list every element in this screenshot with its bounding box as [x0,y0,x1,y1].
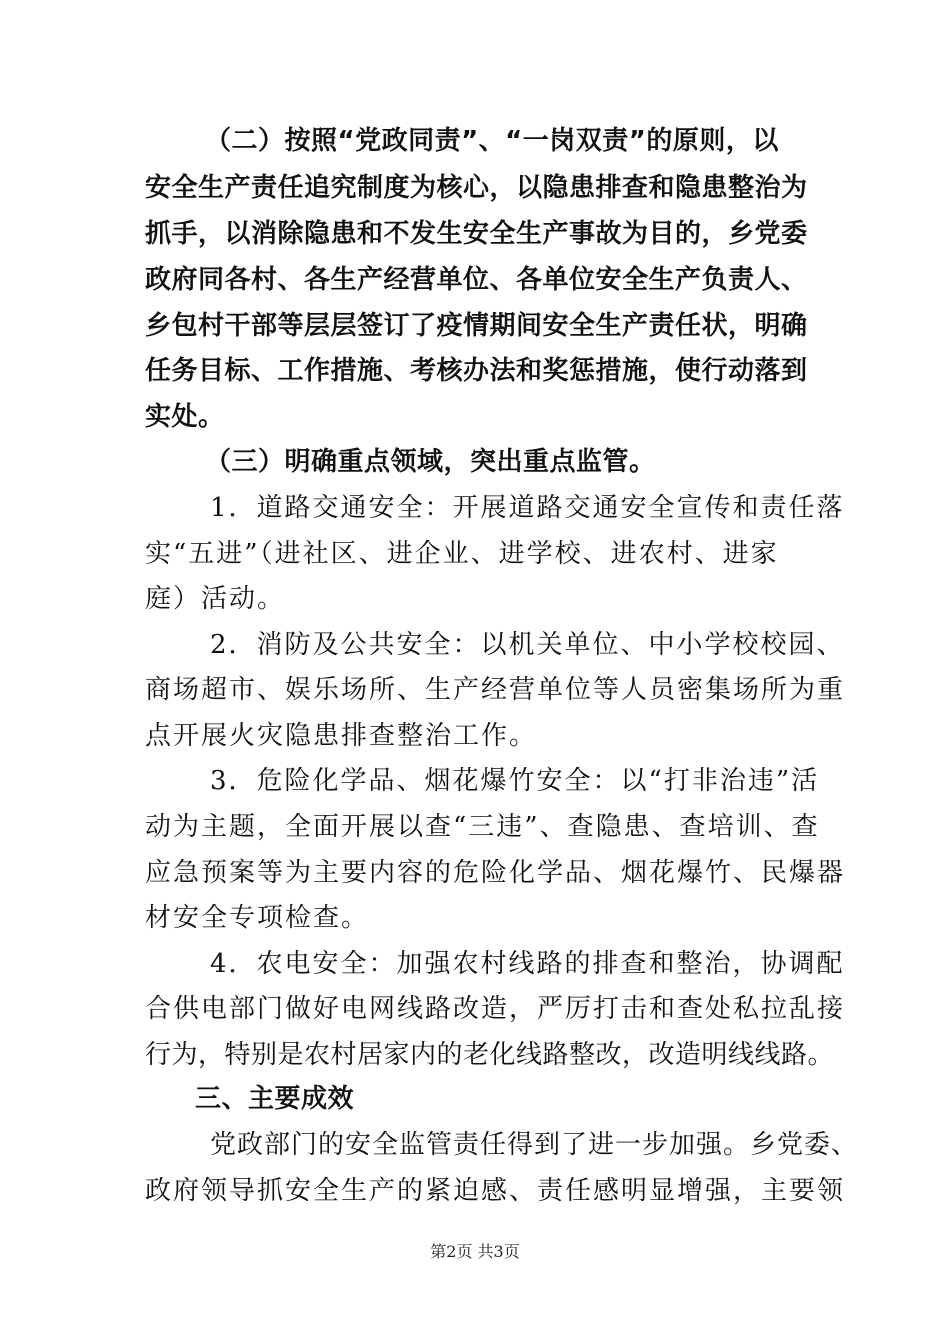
paragraph-line: 合供电部门做好电网线路改造，严厉打击和查处私拉乱接 [145,994,846,1024]
paragraph-line: 行为，特别是农村居家内的老化线路整改，改造明线线路。 [145,1040,835,1070]
paragraph-line: 4．农电安全：加强农村线路的排查和整治，协调配 [210,949,845,979]
paragraph-line: 商场超市、娱乐场所、生产经营单位等人员密集场所为重 [145,675,846,705]
paragraph-line: 实处。 [145,402,225,432]
paragraph-line: 任务目标、工作措施、考核办法和奖惩措施，使行动落到 [145,356,808,386]
paragraph-line: 抓手，以消除隐患和不发生安全生产事故为目的，乡党委 [145,219,808,249]
paragraph-line: 安全生产责任追究制度为核心，以隐患排查和隐患整治为 [145,173,808,203]
paragraph-line: 乡包村干部等层层签订了疫情期间安全生产责任状，明确 [145,311,808,341]
paragraph-line: 党政部门的安全监管责任得到了进一步加强。乡党委、 [210,1130,859,1160]
paragraph-line: 政府同各村、各生产经营单位、各单位安全生产负责人、 [145,265,808,295]
paragraph-line: 应急预案等为主要内容的危险化学品、烟花爆竹、民爆器 [145,858,846,888]
section-heading: （三）明确重点领域，突出重点监管。 [205,447,656,477]
paragraph-line: 1．道路交通安全：开展道路交通安全宣传和责任落 [210,493,845,523]
paragraph-line: （二）按照“党政同责”、“一岗双责”的原则，以 [205,126,779,156]
paragraph-line: 2．消防及公共安全：以机关单位、中小学校校园、 [210,630,845,660]
section-heading: 三、主要成效 [195,1084,355,1114]
paragraph-line: 实“五进”（进社区、进企业、进学校、进农村、进家 [145,539,779,569]
page-number-footer: 第2页 共3页 [430,1242,520,1261]
paragraph-line: 材安全专项检查。 [145,903,370,933]
paragraph-line: 庭）活动。 [145,584,286,614]
paragraph-line: 3．危险化学品、烟花爆竹安全：以“打非治违”活 [210,766,820,796]
paragraph-line: 点开展火灾隐患排查整治工作。 [145,721,538,751]
paragraph-line: 动为主题，全面开展以查“三违”、查隐患、查培训、查 [145,812,820,842]
paragraph-line: 政府领导抓安全生产的紧迫感、责任感明显增强，主要领 [145,1176,846,1206]
